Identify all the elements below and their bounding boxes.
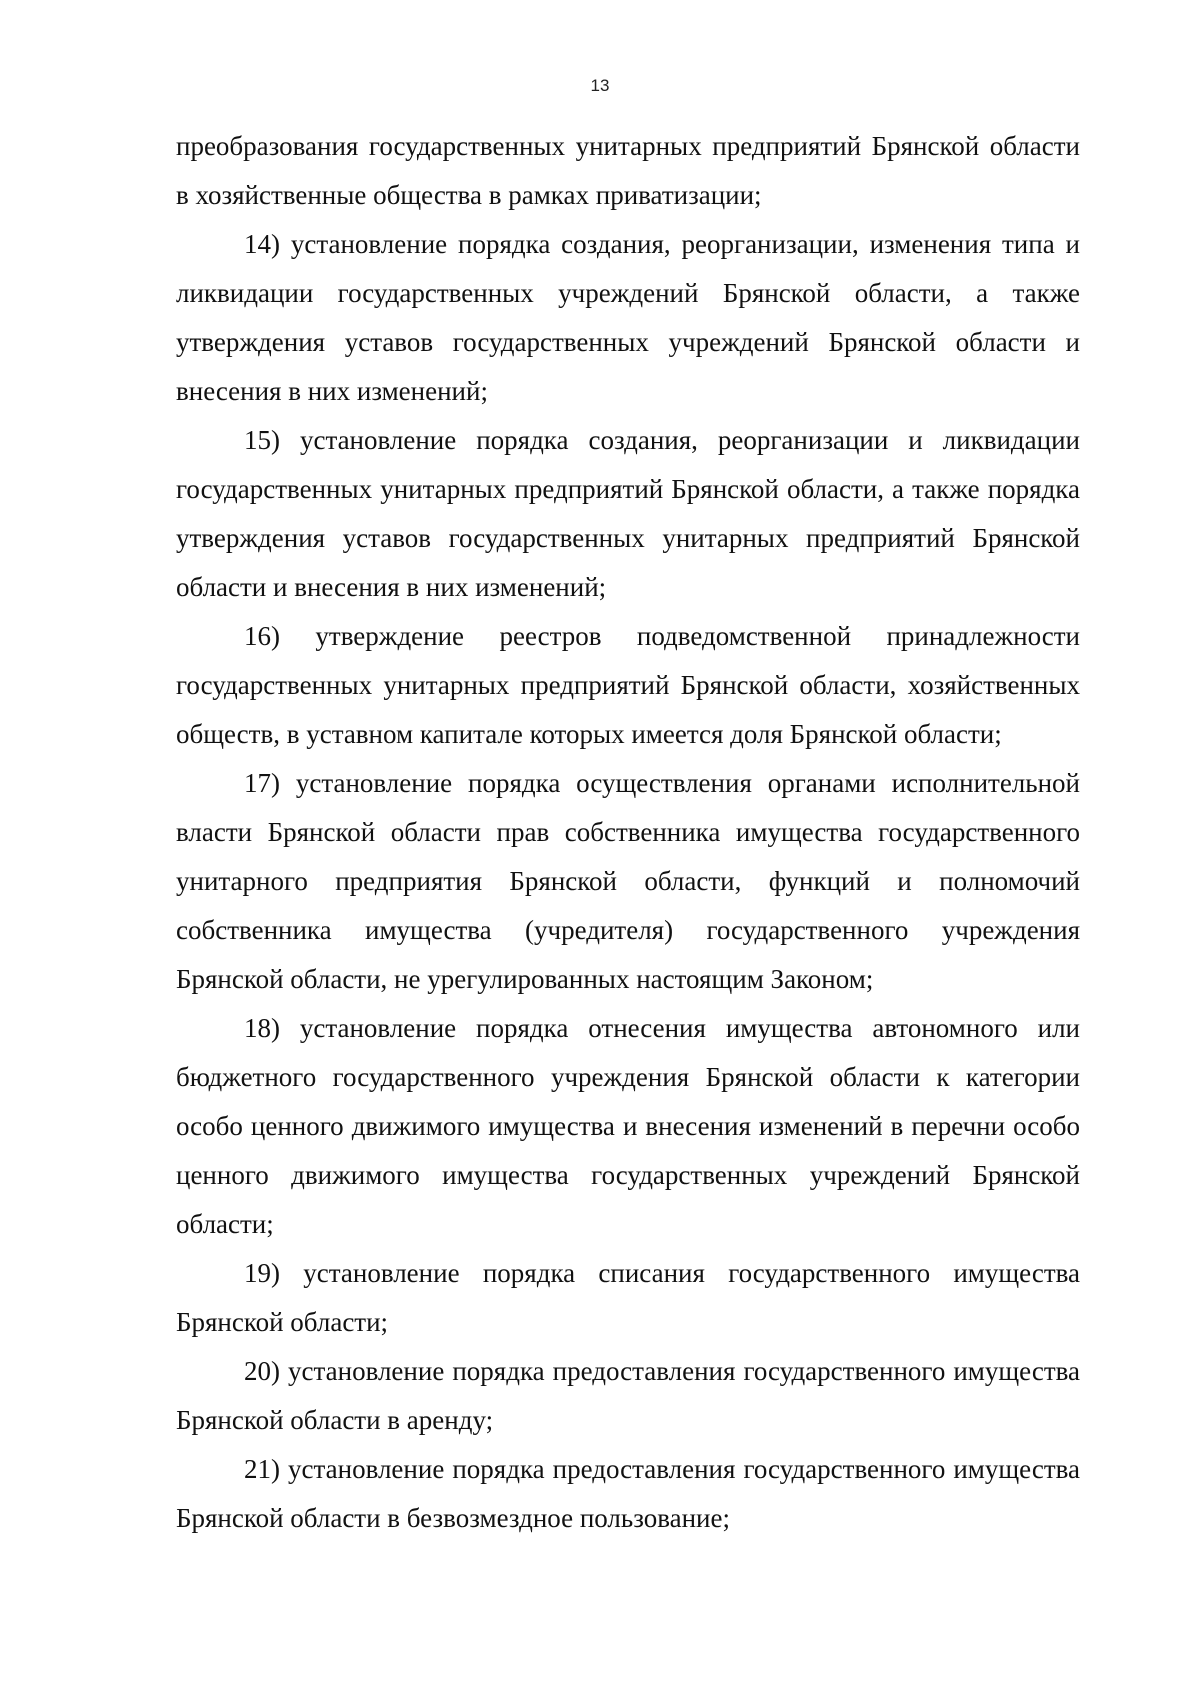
paragraph-item-17: 17) установление порядка осуществления органами исполнительной власти Брянской области прав собственника имущества государственного унитарного предприятия Брянской области, функций и полномочий собственника имущества (учредителя) государственного учреждения Брянской области, не урегулированных настоящим Законом; [176, 768, 1080, 994]
page-number: 13 [590, 76, 610, 95]
paragraph-item-21: 21) установление порядка предоставления государственного имущества Брянской области в безвозмездное пользование; [176, 1454, 1080, 1533]
paragraph-item-20: 20) установление порядка предоставления государственного имущества Брянской области в аренду; [176, 1356, 1080, 1435]
document-body [176, 122, 1080, 1543]
paragraph-item-18: 18) установление порядка отнесения имущества автономного или бюджетного государственного учреждения Брянской области к категории особо ценного движимого имущества и внесения изменений в перечни особо ценного движимого имущества государственных учреждений Брянской области; [176, 1013, 1080, 1239]
paragraph-item-14: 14) установление порядка создания, реорганизации, изменения типа и ликвидации государственных учреждений Брянской области, а также утверждения уставов государственных учреждений Брянской области и внесения в них изменений; [176, 229, 1080, 406]
paragraph-item-15: 15) установление порядка создания, реорганизации и ликвидации государственных унитарных предприятий Брянской области, а также порядка утверждения уставов государственных унитарных предприятий Брянской области и внесения в них изменений; [176, 425, 1080, 602]
paragraph-item-16: 16) утверждение реестров подведомственной принадлежности государственных унитарных предприятий Брянской области, хозяйственных обществ, в уставном капитале которых имеется доля Брянской области; [176, 621, 1080, 749]
paragraph-continuation: преобразования государственных унитарных предприятий Брянской области в хозяйственные общества в рамках приватизации; [176, 131, 1080, 210]
paragraph-item-19: 19) установление порядка списания государственного имущества Брянской области; [176, 1258, 1080, 1337]
